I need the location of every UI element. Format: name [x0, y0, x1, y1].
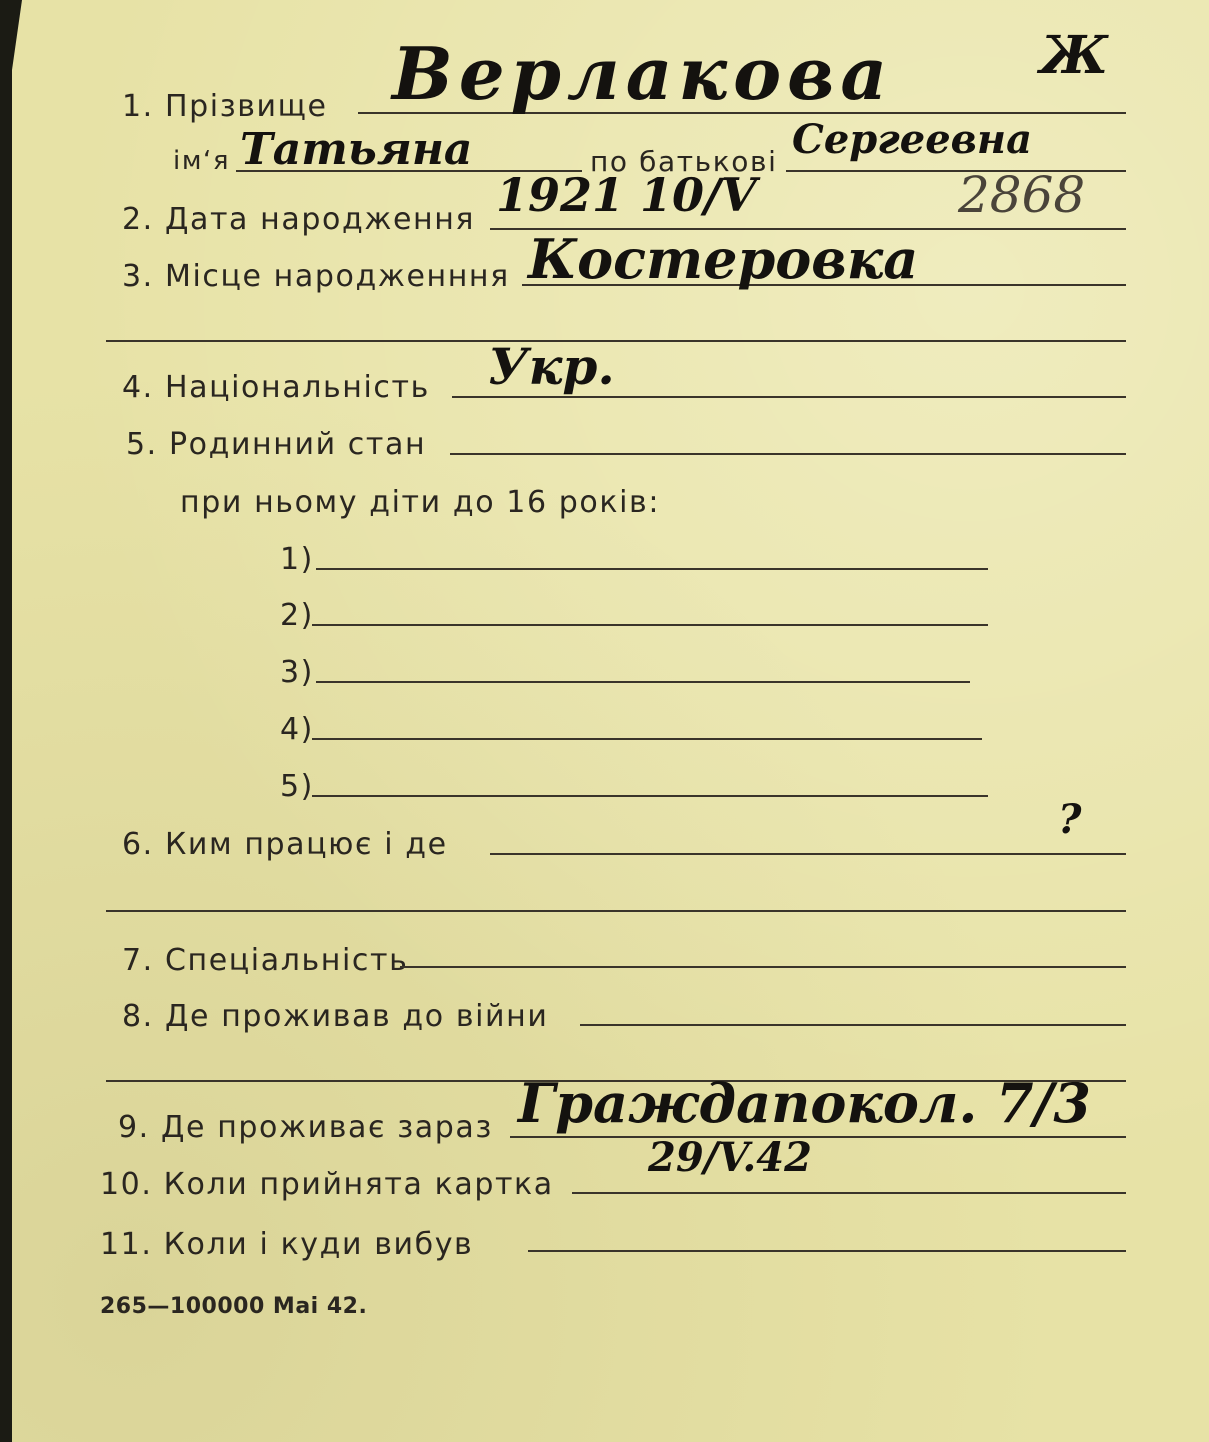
child-2-line[interactable]	[312, 624, 988, 626]
child-3-label: 3)	[280, 655, 314, 690]
child-1-line[interactable]	[316, 568, 988, 570]
field-children-label: при ньому діти до 16 років:	[180, 485, 661, 520]
field-specialty-line[interactable]	[400, 966, 1126, 968]
field-birthplace-line-2[interactable]	[106, 340, 1126, 342]
firstname-value: Татьяна	[240, 124, 473, 175]
nationality-value: Укр.	[488, 337, 615, 396]
field-occupation-label: 6. Ким працює і де	[122, 827, 448, 862]
field-prewar-label: 8. Де проживав до війни	[122, 999, 549, 1034]
field-occupation-line-2[interactable]	[106, 910, 1126, 912]
record-number: 2868	[958, 166, 1086, 224]
current-residence-value: Граждапокол. 7/3	[518, 1071, 1091, 1135]
field-carddate-line[interactable]	[572, 1192, 1126, 1194]
field-departure-line[interactable]	[528, 1250, 1126, 1252]
field-firstname-label: ім‘я	[173, 146, 231, 176]
torn-corner	[12, 0, 22, 70]
corner-mark: Ж	[1040, 25, 1109, 86]
child-3-line[interactable]	[316, 681, 970, 683]
child-5-line[interactable]	[312, 795, 988, 797]
carddate-value: 29/V.42	[648, 1134, 812, 1181]
surname-value: Верлакова	[392, 31, 894, 116]
field-occupation-line[interactable]	[490, 853, 1126, 855]
field-birthplace-label: 3. Місце народженння	[122, 259, 510, 294]
field-prewar-line[interactable]	[580, 1024, 1126, 1026]
field-marital-label: 5. Родинний стан	[126, 427, 427, 462]
child-2-label: 2)	[280, 598, 314, 633]
print-code: 265—100000 Mai 42.	[100, 1294, 368, 1319]
patronymic-value: Сергеевна	[792, 116, 1032, 163]
field-current-line[interactable]	[510, 1136, 1126, 1138]
birthdate-value: 1921 10/V	[496, 168, 757, 222]
occupation-mark: ?	[1058, 796, 1082, 843]
child-4-line[interactable]	[312, 738, 982, 740]
child-4-label: 4)	[280, 712, 314, 747]
field-birthdate-label: 2. Дата народження	[122, 202, 476, 237]
field-nationality-label: 4. Національність	[122, 370, 430, 405]
field-surname-label: 1. Прізвище	[122, 89, 328, 124]
field-specialty-label: 7. Спеціальність	[122, 943, 409, 978]
child-1-label: 1)	[280, 542, 314, 577]
field-nationality-line[interactable]	[452, 396, 1126, 398]
field-current-label: 9. Де проживає зараз	[118, 1110, 493, 1145]
field-marital-line[interactable]	[450, 453, 1126, 455]
field-carddate-label: 10. Коли прийнята картка	[100, 1167, 554, 1202]
field-patronymic-label: по батькові	[590, 145, 778, 178]
child-5-label: 5)	[280, 769, 314, 804]
field-departure-label: 11. Коли і куди вибув	[100, 1227, 474, 1262]
birthplace-value: Костеровка	[528, 227, 919, 291]
